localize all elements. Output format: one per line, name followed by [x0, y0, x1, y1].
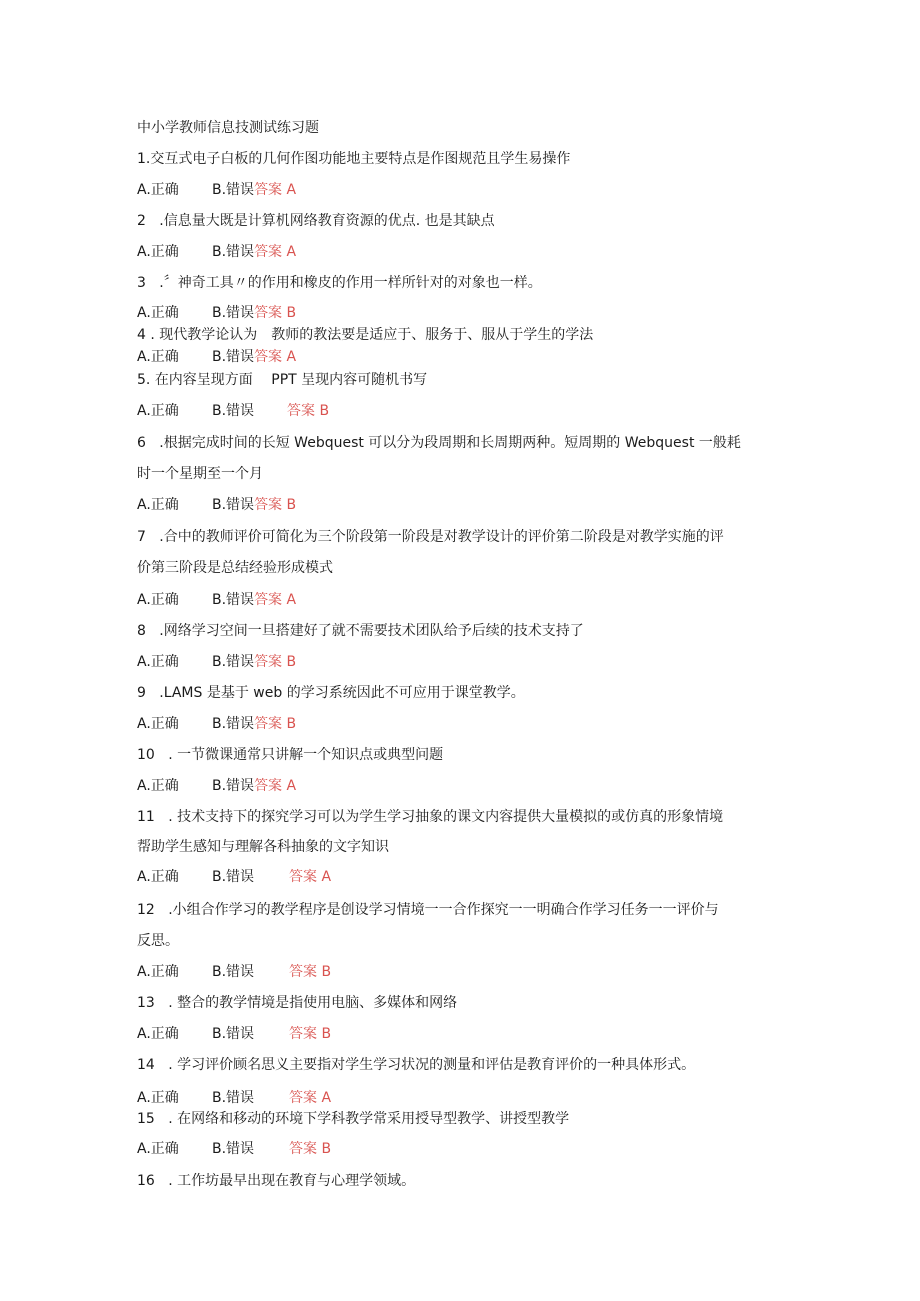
question-1	[137, 149, 570, 169]
document-title: 中小学教师信息技测试练习题	[137, 120, 319, 136]
option-b: B.错误	[212, 869, 255, 885]
answer-label: 答案 A	[254, 592, 297, 608]
question-text: 交互式电子白板的几何作图功能地主要特点是作图规范且学生易操作	[150, 151, 571, 167]
question-text: .LAMS 是基于 web 的学习系统因此不可应用于课堂教学。	[159, 685, 525, 701]
option-a: A.正确	[137, 1090, 179, 1106]
question-number: 7	[137, 529, 146, 545]
question-number: 11	[137, 809, 155, 825]
question-number: 5.	[137, 372, 151, 388]
question-13	[137, 993, 457, 1013]
question-4	[137, 325, 593, 345]
option-b: B.错误答案 B	[212, 305, 297, 321]
option-a: A.正确	[137, 497, 179, 513]
answer-label: 答案 A	[289, 1090, 332, 1106]
answer-label: 答案 B	[254, 497, 297, 513]
answer-label: 答案 A	[254, 778, 297, 794]
answer-label: 答案 B	[254, 305, 297, 321]
option-b: B.错误	[212, 1026, 255, 1042]
question-text: . 学习评价顾名思义主要指对学生学习状况的测量和评估是教育评价的一种具体形式。	[168, 1057, 696, 1073]
option-b: B.错误	[212, 403, 255, 419]
question-6	[137, 433, 741, 453]
option-a: A.正确	[137, 403, 179, 419]
question-text: .〞神奇工具〃的作用和橡皮的作用一样所针对的对象也一样。	[159, 275, 542, 291]
question-text: .根据完成时间的长短 Webquest 可以分为段周期和长周期两种。短周期的 Webquest 一般耗	[159, 435, 741, 451]
question-5	[137, 370, 427, 390]
option-a: A.正确	[137, 244, 179, 260]
option-a: A.正确	[137, 592, 179, 608]
option-a: A.正确	[137, 964, 179, 980]
option-b: B.错误答案 A	[212, 592, 297, 608]
option-a: A.正确	[137, 1141, 179, 1157]
option-b: B.错误	[212, 1141, 255, 1157]
option-b: B.错误	[212, 1090, 255, 1106]
question-8	[137, 621, 584, 641]
option-a: A.正确	[137, 654, 179, 670]
question-14	[137, 1055, 695, 1075]
option-a: A.正确	[137, 182, 179, 198]
question-number: 3	[137, 275, 146, 291]
question-number: 10	[137, 747, 155, 763]
question-number: 6	[137, 435, 146, 451]
option-a: A.正确	[137, 778, 179, 794]
question-3	[137, 273, 542, 293]
answer-label: 答案 B	[289, 1141, 332, 1157]
option-a: A.正确	[137, 716, 179, 732]
option-b: B.错误	[212, 964, 255, 980]
question-text: . 整合的教学情境是指使用电脑、多媒体和网络	[168, 995, 458, 1011]
question-9	[137, 683, 525, 703]
option-b: B.错误答案 A	[212, 349, 297, 365]
option-b: B.错误答案 A	[212, 244, 297, 260]
question-2	[137, 211, 495, 231]
question-number: 13	[137, 995, 155, 1011]
question-text: .小组合作学习的教学程序是创设学习情境一一合作探究一一明确合作学习任务一一评价与	[168, 902, 719, 918]
question-number: 14	[137, 1057, 155, 1073]
question-number: 2	[137, 213, 146, 229]
question-12-continued: 反思。	[137, 933, 179, 949]
option-b: B.错误答案 B	[212, 654, 297, 670]
option-a: A.正确	[137, 1026, 179, 1042]
question-text: .信息量大既是计算机网络教育资源的优点. 也是其缺点	[159, 213, 495, 229]
question-number: 8	[137, 623, 146, 639]
question-15	[137, 1109, 569, 1129]
option-b: B.错误答案 A	[212, 778, 297, 794]
question-7	[137, 527, 724, 547]
question-text: .网络学习空间一旦搭建好了就不需要技术团队给予后续的技术支持了	[159, 623, 584, 639]
question-number: 1.	[137, 151, 151, 167]
answer-label: 答案 B	[289, 964, 332, 980]
question-11-continued: 帮助学生感知与理解各科抽象的文字知识	[137, 839, 389, 855]
option-a: A.正确	[137, 305, 179, 321]
answer-label: 答案 B	[287, 403, 330, 419]
question-text: . 在网络和移动的环境下学科教学常采用授导型教学、讲授型教学	[168, 1111, 570, 1127]
option-b: B.错误答案 B	[212, 497, 297, 513]
question-number: 12	[137, 902, 155, 918]
question-text: . 工作坊最早出现在教育与心理学领域。	[168, 1173, 416, 1189]
answer-label: 答案 A	[254, 244, 297, 260]
answer-label: 答案 B	[289, 1026, 332, 1042]
question-text: . 技术支持下的探究学习可以为学生学习抽象的课文内容提供大量模拟的或仿真的形象情境	[168, 809, 724, 825]
answer-label: 答案 A	[254, 182, 297, 198]
answer-label: 答案 A	[289, 869, 332, 885]
question-number: 15	[137, 1111, 155, 1127]
answer-label: 答案 B	[254, 654, 297, 670]
answer-label: 答案 B	[254, 716, 297, 732]
question-text: . 现代教学论认为 教师的教法要是适应于、服务于、服从于学生的学法	[150, 327, 594, 343]
question-text: . 一节微课通常只讲解一个知识点或典型问题	[168, 747, 444, 763]
question-11	[137, 807, 723, 827]
question-text: 在内容呈现方面 PPT 呈现内容可随机书写	[154, 372, 428, 388]
question-number: 9	[137, 685, 146, 701]
option-a: A.正确	[137, 869, 179, 885]
question-10	[137, 745, 443, 765]
question-7-continued: 价第三阶段是总结经验形成模式	[137, 560, 333, 576]
question-12	[137, 900, 719, 920]
question-number: 16	[137, 1173, 155, 1189]
question-number: 4	[137, 327, 146, 343]
question-16	[137, 1171, 415, 1191]
option-b: B.错误答案 B	[212, 716, 297, 732]
option-a: A.正确	[137, 349, 179, 365]
answer-label: 答案 A	[254, 349, 297, 365]
question-6-continued: 时一个星期至一个月	[137, 466, 263, 482]
question-text: .合中的教师评价可简化为三个阶段第一阶段是对教学设计的评价第二阶段是对教学实施的评	[159, 529, 724, 545]
option-b: B.错误答案 A	[212, 182, 297, 198]
